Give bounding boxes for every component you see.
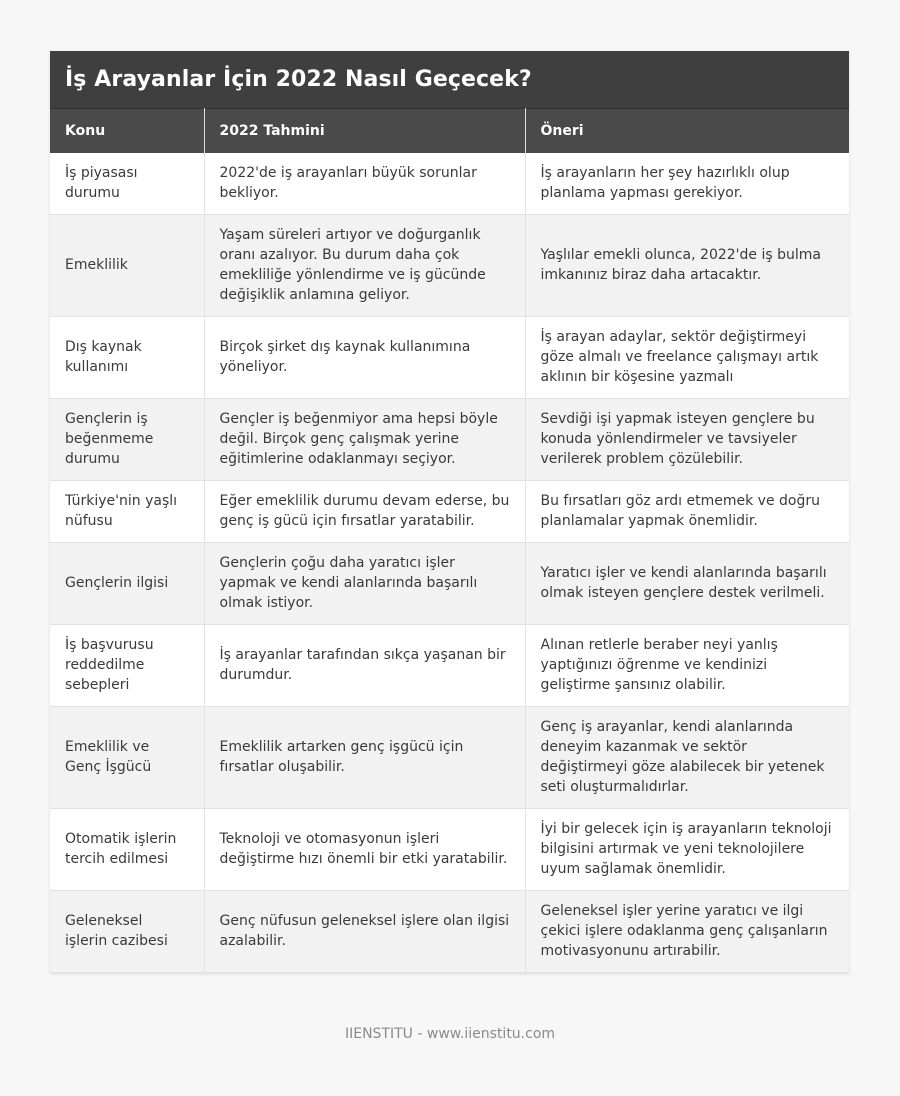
cell-tahmin: Gençler iş beğenmiyor ama hepsi böyle değil. Birçok genç çalışmak yerine eğitimlerine odaklanmayı seçiyor. xyxy=(204,399,525,481)
page-title: İş Arayanlar İçin 2022 Nasıl Geçecek? xyxy=(50,51,849,108)
cell-oneri: Yaratıcı işler ve kendi alanlarında başarılı olmak isteyen gençlere destek verilmeli. xyxy=(525,543,849,625)
cell-konu: Gençlerin ilgisi xyxy=(50,543,204,625)
cell-tahmin: Gençlerin çoğu daha yaratıcı işler yapmak ve kendi alanlarında başarılı olmak istiyor. xyxy=(204,543,525,625)
cell-konu: Dış kaynak kullanımı xyxy=(50,317,204,399)
cell-tahmin: Eğer emeklilik durumu devam ederse, bu genç iş gücü için fırsatlar yaratabilir. xyxy=(204,481,525,543)
cell-oneri: Yaşlılar emekli olunca, 2022'de iş bulma imkanınız biraz daha artacaktır. xyxy=(525,215,849,317)
cell-tahmin: Teknoloji ve otomasyonun işleri değiştirme hızı önemli bir etki yaratabilir. xyxy=(204,809,525,891)
cell-oneri: Sevdiği işi yapmak isteyen gençlere bu konuda yönlendirmeler ve tavsiyeler verilerek problem çözülebilir. xyxy=(525,399,849,481)
cell-oneri: İş arayan adaylar, sektör değiştirmeyi göze almalı ve freelance çalışmayı artık aklının bir köşesine yazmalı xyxy=(525,317,849,399)
table-row xyxy=(50,153,849,215)
cell-oneri: İş arayanların her şey hazırlıklı olup planlama yapması gerekiyor. xyxy=(525,153,849,215)
cell-oneri: İyi bir gelecek için iş arayanların teknoloji bilgisini artırmak ve yeni teknolojilere uyum sağlamak önemlidir. xyxy=(525,809,849,891)
cell-tahmin: Birçok şirket dış kaynak kullanımına yöneliyor. xyxy=(204,317,525,399)
table-row xyxy=(50,809,849,891)
table-row xyxy=(50,707,849,809)
table-card xyxy=(50,51,849,973)
cell-tahmin: Yaşam süreleri artıyor ve doğurganlık oranı azalıyor. Bu durum daha çok emekliliğe yönlendirme ve iş gücünde değişiklik anlamına geliyor. xyxy=(204,215,525,317)
table-row xyxy=(50,481,849,543)
table-row xyxy=(50,399,849,481)
cell-konu: Geleneksel işlerin cazibesi xyxy=(50,891,204,973)
cell-konu: İş piyasası durumu xyxy=(50,153,204,215)
table-row xyxy=(50,543,849,625)
table-row xyxy=(50,317,849,399)
footer-credit: IIENSTITU - www.iienstitu.com xyxy=(344,1026,556,1042)
table-row xyxy=(50,891,849,973)
cell-tahmin: Emeklilik artarken genç işgücü için fırsatlar oluşabilir. xyxy=(204,707,525,809)
cell-oneri: Geleneksel işler yerine yaratıcı ve ilgi çekici işlere odaklanma genç çalışanların motivasyonunu artırabilir. xyxy=(525,891,849,973)
cell-konu: Gençlerin iş beğenmeme durumu xyxy=(50,399,204,481)
column-header-oneri: Öneri xyxy=(525,109,849,154)
data-table xyxy=(50,108,849,973)
cell-konu: İş başvurusu reddedilme sebepleri xyxy=(50,625,204,707)
cell-konu: Emeklilik xyxy=(50,215,204,317)
table-row xyxy=(50,625,849,707)
table-header-row xyxy=(50,109,849,154)
cell-tahmin: İş arayanlar tarafından sıkça yaşanan bir durumdur. xyxy=(204,625,525,707)
cell-oneri: Alınan retlerle beraber neyi yanlış yaptığınızı öğrenme ve kendinizi geliştirme şansınız olabilir. xyxy=(525,625,849,707)
cell-oneri: Bu fırsatları göz ardı etmemek ve doğru planlamalar yapmak önemlidir. xyxy=(525,481,849,543)
column-header-konu: Konu xyxy=(50,109,204,154)
cell-konu: Otomatik işlerin tercih edilmesi xyxy=(50,809,204,891)
cell-oneri: Genç iş arayanlar, kendi alanlarında deneyim kazanmak ve sektör değiştirmeyi göze alabilecek bir yetenek seti oluşturmalıdırlar. xyxy=(525,707,849,809)
table-row xyxy=(50,215,849,317)
cell-tahmin: Genç nüfusun geleneksel işlere olan ilgisi azalabilir. xyxy=(204,891,525,973)
cell-konu: Türkiye'nin yaşlı nüfusu xyxy=(50,481,204,543)
cell-tahmin: 2022'de iş arayanları büyük sorunlar bekliyor. xyxy=(204,153,525,215)
cell-konu: Emeklilik ve Genç İşgücü xyxy=(50,707,204,809)
column-header-tahmin: 2022 Tahmini xyxy=(204,109,525,154)
